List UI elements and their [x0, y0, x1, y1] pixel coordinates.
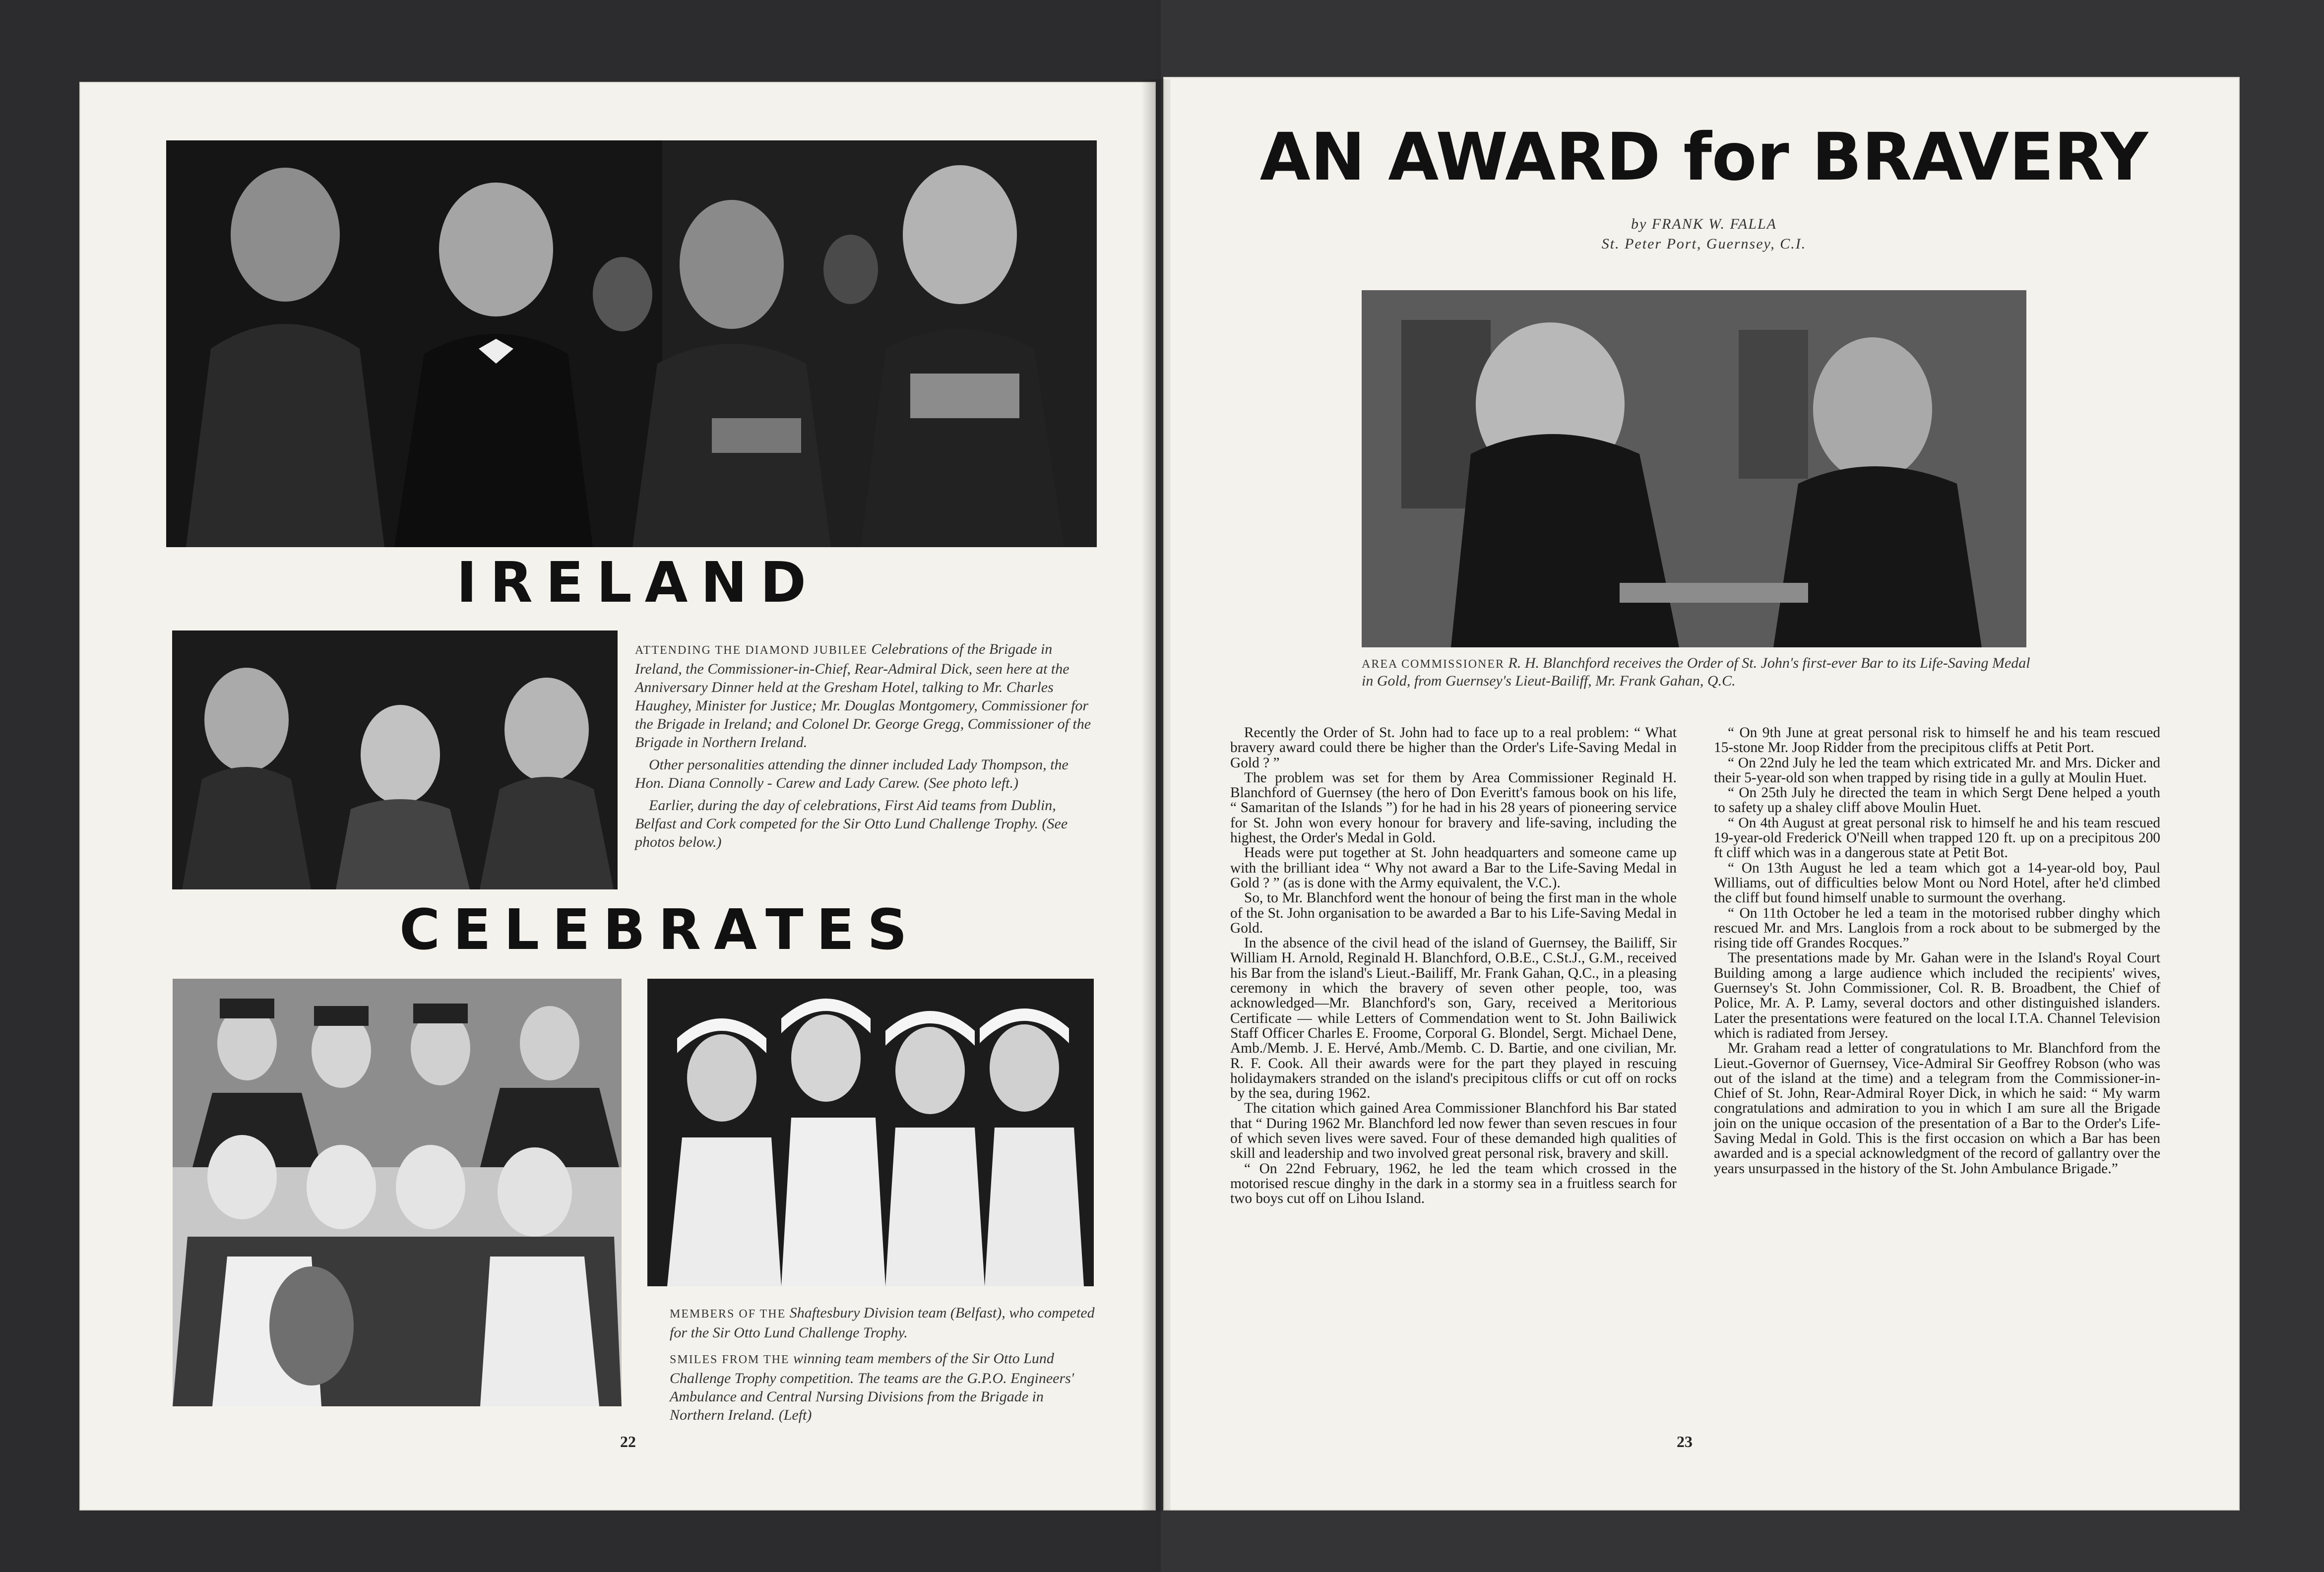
- photo-winning-team: [173, 979, 622, 1406]
- caption-text: Celebrations of the Brigade in Ireland, the Commissioner-in-Chief, Rear-Admiral Dick, seen here at the Anniversary Dinner held at the Gresham Hotel, talking to Mr. Charles Haughey, Minister for Justice; Mr. Douglas Montgomery, Commissioner for the Brigade in Ireland; and Colonel Dr. George Gregg, Commissioner of the Brigade in Northern Ireland.: [635, 641, 1091, 751]
- article-title: AN AWARD for BRAVERY: [1259, 119, 2148, 195]
- byline-author: by FRANK W. FALLA: [1631, 216, 1777, 232]
- article-paragraph: In the absence of the civil head of the island of Guernsey, the Bailiff, Sir William H. Arnold, Reginald H. Blanchford, O.B.E., C.St.J., G.M., received his Bar from the island's Lieut.-Bailiff, Mr. Frank Gahan, Q.C., in a pleasing ceremony in which the bravery of seven other people, too, was acknowledged—Mr. Blanchford's son, Gary, received a Meritorious Certificate — while Letters of Commendation went to St. John Bailiwick Staff Officer Charles E. Froome, Corporal G. Blondel, Sergt. Michael Dene, Amb./Memb. J. E. Hervé, Amb./Memb. C. D. Bartie, and one civilian, Mr. R. F. Cook. All their awards were for the part they played in rescuing holidaymakers stranded on the island's precipitous cliffs or cut off on rocks by the sea, during 1962.: [1230, 935, 1677, 1102]
- article-paragraph: Heads were put together at St. John headquarters and someone came up with the brilliant idea “ Why not award a Bar to the Life-Saving Medal in Gold ? ” (as is done with the Army equivalent, the V.C.).: [1230, 845, 1677, 891]
- photo-award-ceremony: [1362, 290, 2026, 647]
- article-column-right: [1714, 725, 2160, 1176]
- caption-text: Shaftesbury Division team (Belfast), who competed for the Sir Otto Lund Challenge Trophy.: [670, 1305, 1095, 1341]
- headline-celebrates: CELEBRATES: [399, 898, 920, 962]
- article-paragraph: “ On 25th July he directed the team in which Sergt Dene helped a youth to safety up a shaley cliff above Moulin Huet.: [1714, 785, 2160, 816]
- article-paragraph: “ On 22nd February, 1962, he led the team which crossed in the motorised rescue dinghy in the dark in a stormy sea in a fruitless search for two boys cut off on Lihou Island.: [1230, 1160, 1677, 1207]
- article-column-left: [1230, 725, 1677, 1206]
- byline: [1240, 214, 2168, 254]
- caption-paragraph: Earlier, during the day of celebrations, First Aid teams from Dublin, Belfast and Cork competed for the Sir Otto Lund Challenge Trophy. (See photos below.): [635, 797, 1068, 850]
- caption-area-commissioner: [1362, 655, 2031, 693]
- article-paragraph: The citation which gained Area Commissioner Blanchford his Bar stated that “ During 1962 Mr. Blanchford led now fewer than seven rescues in four of which seven lives were saved. Four of these demanded high qualities of skill and leadership and two involved great personal risk, bravery and skill.: [1230, 1100, 1677, 1162]
- article-paragraph: “ On 22nd July he led the team which extricated Mr. and Mrs. Dicker and their 5-year-old son when trapped by rising tide in a gully at Moulin Huet.: [1714, 755, 2160, 786]
- article-paragraph: “ On 13th August he led a team which got a 14-year-old boy, Paul Williams, out of difficulties below Mont ou Nord Hotel, after he'd climbed the cliff but found himself unable to surmount the overhang.: [1714, 860, 2160, 906]
- caption-paragraph: Other personalities attending the dinner included Lady Thompson, the Hon. Diana Connolly - Carew and Lady Carew. (See photo left.): [635, 756, 1068, 791]
- gutter-shadow: [1141, 79, 1171, 1510]
- byline-location: St. Peter Port, Guernsey, C.I.: [1601, 236, 1807, 252]
- caption-lead: SMILES FROM THE: [670, 1353, 790, 1366]
- photo-shaftesbury-team: [647, 979, 1094, 1286]
- caption-shaftesbury: [670, 1304, 1096, 1346]
- article-paragraph: Mr. Graham read a letter of congratulations to Mr. Blanchford from the Lieut.-Governor of Guernsey, Vice-Admiral Sir Geoffrey Robson (who was out of the island at the time) and a telegram from the Commissioner-in-Chief of St. John, Rear-Admiral Royer Dick, in which he said: “ My warm congratulations and admiration to you in which I am sure all the Brigade join on the unique occasion of the presentation of a Bar to the Order's Life-Saving Medal in Gold. This is the first occasion on which a Bar has been awarded and is a special acknowledgment of the record of gallantry over the years unsurpassed in the history of the St. John Ambulance Brigade.”: [1714, 1040, 2160, 1177]
- headline-ireland: IRELAND: [456, 551, 819, 615]
- article-paragraph: The presentations made by Mr. Gahan were in the Island's Royal Court Building among a large audience which included the recipients' wives, Guernsey's St. John Commissioner, Col. R. B. Broadbent, the Chief of Police, Mr. A. P. Lamy, several doctors and other distinguished islanders. Later the presentations were featured on the local I.T.A. Channel Television which is radiated from Jersey.: [1714, 950, 2160, 1041]
- caption-text: R. H. Blanchford receives the Order of St. John's first-ever Bar to its Life-Saving Medal in Gold, from Guernsey's Lieut-Bailiff, Mr. Frank Gahan, Q.C.: [1362, 655, 2030, 689]
- page-number-right: 23: [1677, 1433, 1693, 1450]
- photo-lady-guests: [172, 630, 618, 889]
- article-paragraph: “ On 11th October he led a team in the motorised rubber dinghy which rescued Mr. and Mrs. Langlois from a rock about to be submerged by the rising tide off Grandes Rocques.”: [1714, 905, 2160, 951]
- article-paragraph: The problem was set for them by Area Commissioner Reginald H. Blanchford of Guernsey (the hero of Don Everitt's famous book on his life, “ Samaritan of the Islands ”) for he had in his 28 years of pioneering service for St. John won every honour for bravery and life-saving, including the highest, the Order's Medal in Gold.: [1230, 769, 1677, 846]
- article-paragraph: So, to Mr. Blanchford went the honour of being the first man in the whole of the St. John organisation to be awarded a Bar to his Life-Saving Medal in Gold.: [1230, 890, 1677, 936]
- article-paragraph: Recently the Order of St. John had to face up to a real problem: “ What bravery award could there be higher than the Order's Life-Saving Medal in Gold ? ”: [1230, 725, 1677, 771]
- caption-lead: AREA COMMISSIONER: [1362, 658, 1505, 671]
- page-number-left: 22: [620, 1433, 636, 1450]
- caption-lead: ATTENDING THE DIAMOND JUBILEE: [635, 644, 868, 657]
- caption-lead: MEMBERS OF THE: [670, 1308, 786, 1320]
- article-paragraph: “ On 4th August at great personal risk to himself he and his team rescued 19-year-old Frederick O'Neill when trapped 120 ft. up on a precipitous 200 ft cliff which was in a dangerous state at Petit Bot.: [1714, 815, 2160, 861]
- photo-dinner-group: [166, 140, 1097, 547]
- article-paragraph: “ On 9th June at great personal risk to himself he and his team rescued 15-stone Mr. Joop Ridder from the precipitous cliffs at Petit Port.: [1714, 725, 2160, 756]
- caption-diamond-jubilee: [635, 640, 1096, 855]
- caption-text: winning team members of the Sir Otto Lund Challenge Trophy competition. The teams are the G.P.O. Engineers' Ambulance and Central Nursing Divisions from the Brigade in Northern Ireland. (Left): [670, 1350, 1074, 1423]
- caption-smiles: [670, 1349, 1096, 1428]
